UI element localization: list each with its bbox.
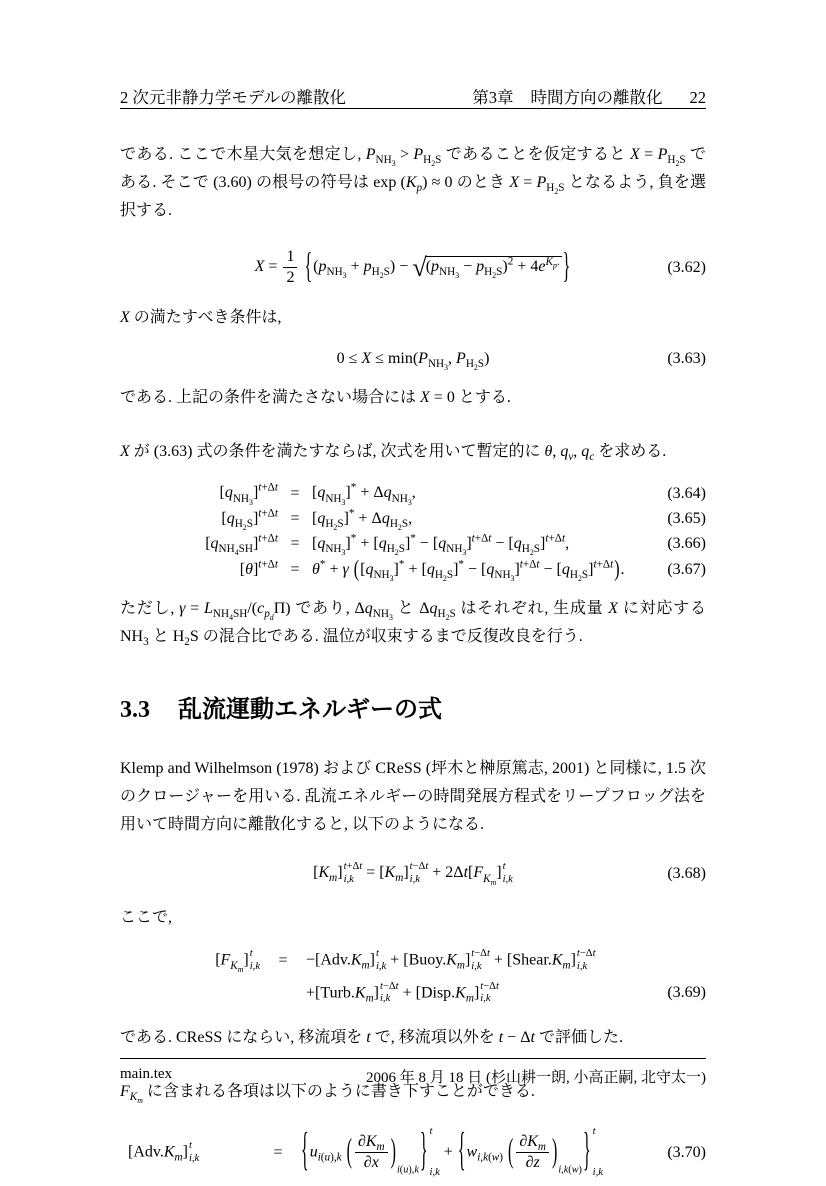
equation-number: (3.64)	[667, 484, 706, 502]
equation-group-3-64-to-3-67	[120, 482, 706, 584]
equation-body: $[K_m]$ t+Δt i,k = $[K_m]$ t−Δt i,k + $2\Delta t[F_{K_m}]$ t i,k	[313, 861, 513, 887]
page-header	[120, 84, 706, 108]
equation-lhs: $[q_{H_2S}]^{t+\Delta t}$	[221, 507, 278, 533]
paragraph-fkm-terms: $F_{K_m}$ に含まれる各項は以下のように書き下すことができる.	[120, 1083, 535, 1106]
equation-lhs: $[\theta]^{t+\Delta t}$	[239, 558, 278, 578]
section-title: 乱流運動エネルギーの式	[178, 696, 442, 724]
equation-lhs: $[F_{K_m}]$ t i,k	[215, 948, 260, 975]
equation-number: (3.70)	[667, 1143, 706, 1161]
equation-3-66	[120, 532, 706, 558]
equals-sign: =	[278, 952, 288, 970]
equation-3-64	[120, 482, 706, 507]
paragraph-otherwise-zero: である. 上記の条件を満たさない場合には X = 0 とする.	[120, 389, 511, 407]
paragraph-cress-evaluation: である. CReSS にならい, 移流項を t で, 移流項以外を t − Δt で評価した.	[120, 1029, 623, 1047]
paragraph-klemp-wilhelmson: Klemp and Wilhelmson (1978) および CReSS (坪木と榊原篤志, 2001) と同様に, 1.5 次のクロージャーを用いる. 乱流エネルギーの時間発展方程式をリープフロッグ法を用いて時間方向に離散化すると, 以下のようになる.	[120, 760, 706, 834]
equation-lhs: $[q_{NH_4SH}]^{t+\Delta t}$	[205, 532, 278, 558]
equation-number: (3.67)	[667, 560, 706, 578]
equation-3-68	[120, 857, 706, 890]
equation-3-65	[120, 507, 706, 533]
equation-rhs: $[q_{H_2S}]^* + \Delta q_{H_2S}$,	[312, 507, 413, 533]
section-number: 3.3	[120, 697, 150, 724]
equals-sign: =	[290, 484, 300, 502]
paragraph-condition-intro: X の満たすべき条件は,	[120, 309, 282, 326]
header-chapter-title: 時間方向の離散化	[530, 88, 663, 107]
equation-number: (3.66)	[667, 535, 706, 553]
equals-sign: =	[273, 1143, 283, 1161]
equation-body: $0 \le X \le \min(P_{NH_3}$, $P_{H_2S}$)	[336, 350, 490, 373]
equation-number: (3.62)	[667, 258, 706, 276]
section-heading-3-3	[120, 695, 706, 725]
paragraph-jupiter-assumption: である. ここで木星大気を想定し, $P_{NH_3} > P_{H_2S}$ であることを仮定すると $X = P_{H_2S}$ である. そこで (3.60) の根号の符号は $\exp (K_p) \approx 0$ のとき $X = P_{H_2S}$ となるよう, 負を選択する.	[120, 146, 706, 219]
header-right	[472, 84, 706, 108]
equation-number: (3.65)	[667, 510, 706, 528]
equation-rhs: {$u_{i(u),k}$ ( $\frac{\partial K_m}{\partial x}$ )$_{i(u),k}$} t i,k + {$w_{i,k(w)}$ ( $\frac{\partial K_m}{\partial z}$ )$_{i,k(w)}$} t i,k	[301, 1126, 603, 1178]
equation-3-69	[120, 948, 706, 1006]
footer-date-authors: 2006 年 8 月 18 日 (杉山耕一朗, 小高正嗣, 北守太一)	[366, 1070, 706, 1086]
header-running-title: 2 次元非静力学モデルの離散化	[120, 88, 347, 107]
equals-sign: =	[290, 560, 300, 578]
footer-file-name: main.tex	[120, 1066, 173, 1082]
equation-rhs: θ* + γ $([q_{NH_3}]^* + [q_{H_2S}]^* - [q_{NH_3}]^{t+\Delta t} - [q_{H_2S}]^{t+\Delta t})$.	[312, 556, 625, 584]
equation-rhs: $+[Turb.K_m]$ t−Δt i,k + $[Disp.K_m]$ t−Δt i,k	[306, 980, 499, 1005]
equation-number: (3.69)	[667, 984, 706, 1002]
equation-lhs: $[q_{NH_3}]^{t+\Delta t}$	[219, 482, 278, 507]
equals-sign: =	[290, 510, 300, 528]
equation-lhs: $[Adv.K_m]$ t i,k	[128, 1140, 200, 1164]
equation-number: (3.68)	[667, 864, 706, 882]
header-rule	[120, 108, 706, 109]
paragraph-here: ここで,	[120, 909, 173, 927]
header-chapter-number: 第3章	[472, 88, 514, 107]
page-body	[120, 128, 706, 1186]
equation-3-70-row	[120, 1126, 706, 1179]
footer-rule	[120, 1058, 706, 1059]
paragraph-gamma-definition: ただし, $\gamma = L_{NH_4SH}/(c_{p_d}\Pi)$ であり, $\Delta q_{NH_3}$ と $\Delta q_{H_2S}$ はそれぞれ, 生成量 X に対応する $NH_3$ と $H_2S$ の混合比である. 温位が収束するまで反復改良を行う.	[120, 600, 706, 649]
equation-3-63	[120, 346, 706, 372]
equation-3-69-line-1	[120, 948, 706, 973]
equation-number: (3.63)	[667, 350, 706, 368]
equation-3-67	[120, 556, 706, 584]
header-page-number: 22	[689, 88, 706, 107]
equation-3-62	[120, 241, 706, 294]
equation-body: X = $\frac{1}{2}$ {$(p_{NH_3} + p_{H_2S}) - √(p_{NH_3} - p_{H_2S})^2 + 4e^{K_p.}$ }	[254, 247, 571, 286]
equation-rhs: $[q_{NH_3}]^* + [q_{H_2S}]^* - [q_{NH_3}]^{t+\Delta t} - [q_{H_2S}]^{t+\Delta t}$,	[312, 532, 570, 558]
equation-rhs: $[q_{NH_3}]^* + \Delta q_{NH_3}$,	[312, 482, 416, 507]
page-footer	[120, 1066, 706, 1087]
equation-3-70	[120, 1126, 706, 1179]
paragraph-tentative-values: X が (3.63) 式の条件を満たすならば, 次式を用いて暫定的に θ, $q_v$, $q_c$ を求める.	[120, 443, 667, 464]
equation-3-69-line-2	[120, 981, 706, 1006]
equation-rhs: $-[Adv.K_m]$ t i,k + $[Buoy.K_m]$ t−Δt i,k + $[Shear.K_m]$ t−Δt i,k	[306, 948, 596, 973]
equals-sign: =	[290, 535, 300, 553]
